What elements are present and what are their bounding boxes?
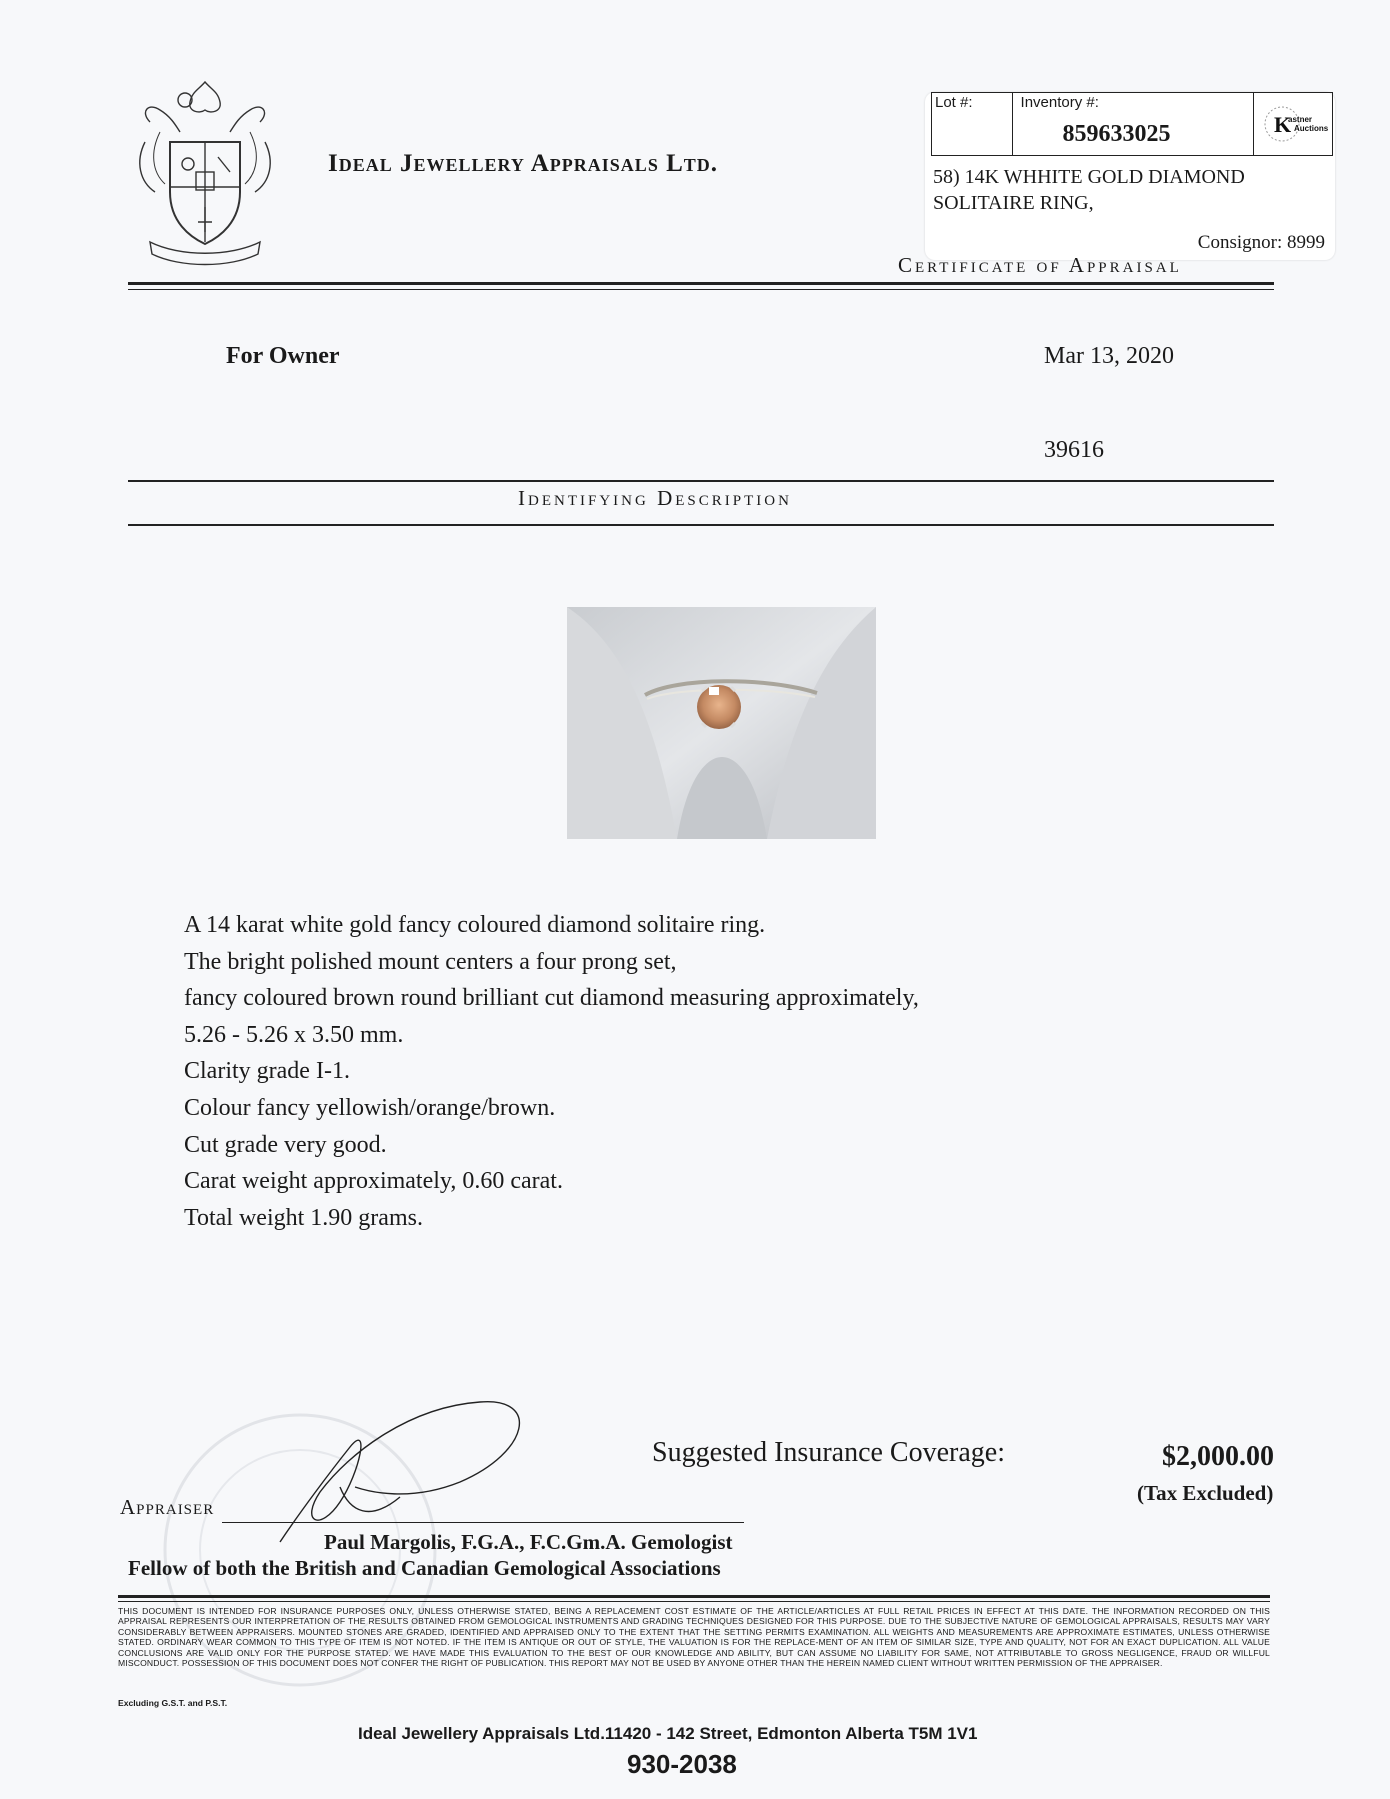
header-rule-thin xyxy=(128,289,1274,290)
coat-of-arms-logo xyxy=(130,72,280,272)
auction-house-logo xyxy=(1254,93,1332,155)
section-title: Identifying Description xyxy=(518,486,792,510)
description-line: Cut grade very good. xyxy=(184,1131,387,1158)
reference-number: 39616 xyxy=(1044,437,1104,463)
appraiser-name: Paul Margolis, F.G.A., F.C.Gm.A. Gemologist xyxy=(324,1530,733,1554)
description-line: fancy coloured brown round brilliant cut diamond measuring approximately, xyxy=(184,985,919,1012)
description-line: 5.26 - 5.26 x 3.50 mm. xyxy=(184,1021,404,1048)
company-name: Ideal Jewellery Appraisals Ltd. xyxy=(328,150,719,177)
description-line: Total weight 1.90 grams. xyxy=(184,1204,423,1231)
logo-text-1: astner xyxy=(1288,115,1313,124)
logo-text-2: Auctions xyxy=(1294,124,1329,133)
auction-sticker xyxy=(925,92,1335,260)
consignor-number: Consignor: 8999 xyxy=(1197,232,1325,253)
appraiser-signature xyxy=(260,1392,550,1552)
sticker-description-line: 58) 14K WHHITE GOLD DIAMOND xyxy=(933,166,1245,188)
description-line: A 14 karat white gold fancy coloured diamond solitaire ring. xyxy=(184,912,766,938)
footer-rule-thin xyxy=(118,1601,1270,1602)
description-line: Carat weight approximately, 0.60 carat. xyxy=(184,1168,563,1195)
sticker-table xyxy=(931,92,1333,156)
coverage-value: $2,000.00 xyxy=(1162,1441,1274,1472)
logo-letter: K xyxy=(1274,112,1292,137)
appraisal-date: Mar 13, 2020 xyxy=(1044,343,1174,369)
description-line: Colour fancy yellowish/orange/brown. xyxy=(184,1094,556,1121)
coverage-label: Suggested Insurance Coverage: xyxy=(652,1437,1005,1468)
footer-rule xyxy=(118,1595,1270,1598)
sticker-description-line: SOLITAIRE RING, xyxy=(933,192,1094,214)
sticker-description xyxy=(933,164,1245,216)
description-line: The bright polished mount centers a four prong set, xyxy=(184,948,677,975)
certificate-title: Certificate of Appraisal xyxy=(898,253,1182,277)
disclaimer-tax-note: Excluding G.S.T. and P.S.T. xyxy=(118,1698,228,1708)
appraiser-fellowship: Fellow of both the British and Canadian Gemological Associations xyxy=(128,1556,721,1580)
header-rule xyxy=(128,282,1274,285)
footer-phone: 930-2038 xyxy=(627,1749,737,1779)
description-line: Clarity grade I-1. xyxy=(184,1058,350,1085)
item-description xyxy=(184,907,919,1236)
footer-address: Ideal Jewellery Appraisals Ltd.11420 - 142 Street, Edmonton Alberta T5M 1V1 xyxy=(358,1724,978,1743)
inventory-number: 859633025 xyxy=(1062,121,1171,147)
lot-label: Lot #: xyxy=(932,93,1013,155)
tax-note: (Tax Excluded) xyxy=(1137,1481,1274,1505)
section-rule-top xyxy=(128,480,1274,482)
auction-logo-icon xyxy=(1254,98,1332,150)
inventory-label: Inventory #: xyxy=(1020,94,1099,111)
appraiser-label: Appraiser xyxy=(120,1495,215,1519)
ring-photo xyxy=(567,607,876,839)
owner-label: For Owner xyxy=(226,343,340,369)
disclaimer-text: THIS DOCUMENT IS INTENDED FOR INSURANCE PURPOSES ONLY, UNLESS OTHERWISE STATED, BEING A REPLACEMENT COST ESTIMATE OF THE ARTICLE/ARTICLES AT FULL RETAIL PRICES IN EFFECT AT THIS DATE. THE INFORMATION RECORDED ON THIS APPRAISAL REPRESENTS OUR INTERPRETATION OF THE RESULTS OBTAINED FROM GEMOLOGICAL INSTRUMENTS AND GRADING TECHNIQUES DESIGNED FOR THIS PURPOSE. DUE TO THE SUBJECTIVE NATURE OF GEMOLOGICAL APPRAISALS, RESULTS MAY VARY CONSIDERABLY BETWEEN APPRAISERS. MOUNTED STONES ARE GRADED, IDENTIFIED AND APPRAISED ONLY TO THE EXTENT THAT THE SETTING PERMITS EXAMINATION. ALL WEIGHTS AND MEASUREMENTS ARE APPROXIMATE ESTIMATES, UNLESS OTHERWISE STATED. ORDINARY WEAR COMMON TO THIS TYPE OF ITEM IS NOT NOTED. IF THE ITEM IS ANTIQUE OR OUT OF STYLE, THE VALUATION IS FOR THE REPLACE-MENT OF AN ITEM OF SIMILAR SIZE, TYPE AND QUALITY, NOT FOR AN EXACT DUPLICATION. ALL VALUE CONCLUSIONS ARE VALID ONLY FOR THE PURPOSE STATED. WE HAVE MADE THIS EVALUATION TO THE BEST OF OUR KNOWLEDGE AND ABILITY, BUT CAN ASSUME NO LIABILITY FOR SAME, NOT ATTRIBUTABLE TO GROSS NEGLIGENCE, FRAUD OR WILLFUL MISCONDUCT. POSSESSION OF THIS DOCUMENT DOES NOT CONFER THE RIGHT OF PUBLICATION. THIS REPORT MAY NOT BE USED BY ANYONE OTHER THAN THE HEREIN NAMED CLIENT WITHOUT WRITTEN PERMISSION OF THE APPRAISER. xyxy=(118,1606,1270,1669)
section-rule-bottom xyxy=(128,524,1274,526)
inventory-cell xyxy=(1013,93,1254,155)
